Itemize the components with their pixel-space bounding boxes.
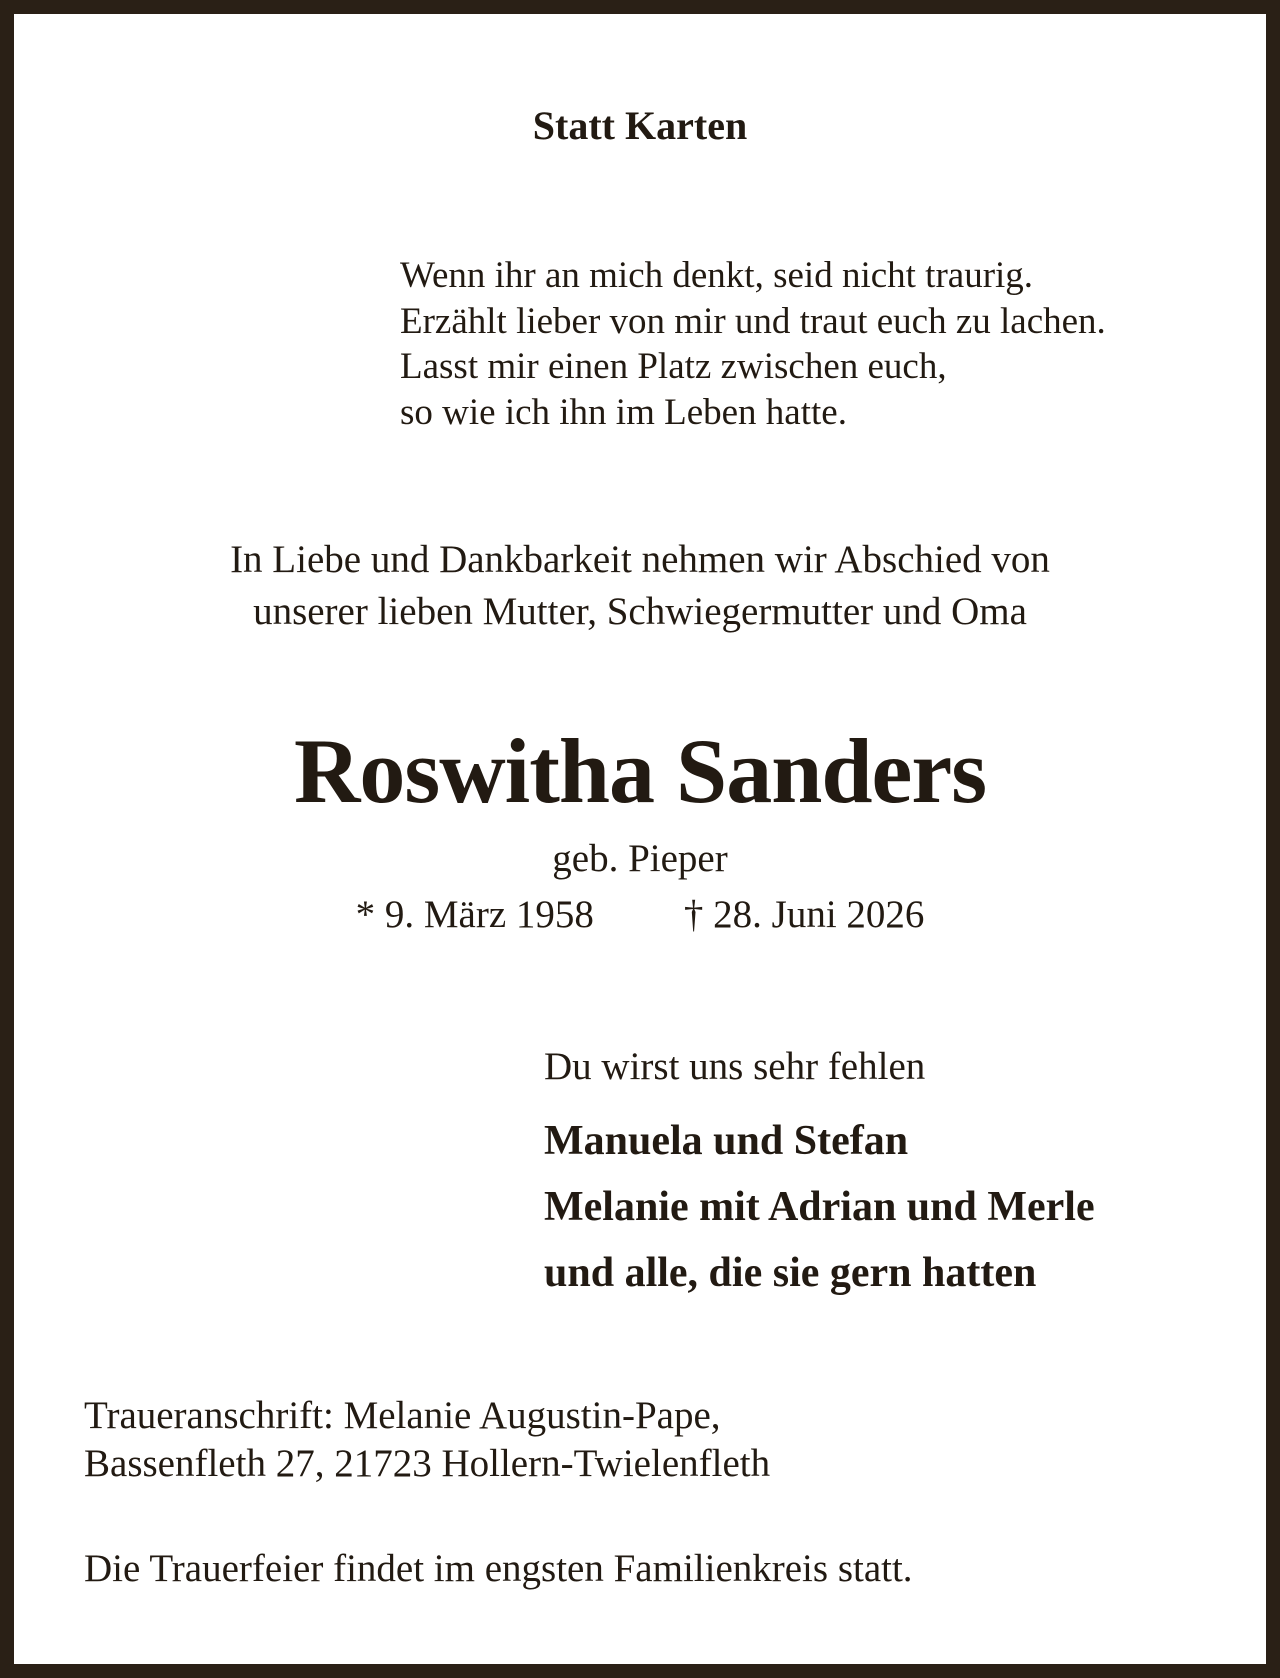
life-dates	[14, 892, 1266, 937]
poem-line: Wenn ihr an mich denkt, seid nicht traurig.	[400, 255, 1034, 296]
poem	[400, 253, 1106, 435]
poem-line: so wie ich ihn im Leben hatte.	[400, 391, 847, 433]
birth-name: geb. Pieper	[552, 837, 728, 880]
address-line: Traueranschrift: Melanie Augustin-Pape,	[84, 1394, 721, 1437]
poem-line: Erzählt lieber von mir und traut euch zu lachen.	[400, 300, 1106, 342]
notice-header: Statt Karten	[532, 103, 748, 148]
deceased-name: Roswitha Sanders	[293, 720, 986, 822]
service-note: Die Trauerfeier findet im engsten Familienkreis statt.	[84, 1547, 913, 1590]
intro-text	[14, 534, 1266, 638]
mourning-address	[84, 1392, 770, 1488]
farewell-text: Du wirst uns sehr fehlen	[544, 1045, 926, 1088]
death-date: † 28. Juni 2026	[683, 893, 925, 936]
poem-line: Lasst mir einen Platz zwischen euch,	[400, 346, 947, 387]
intro-line: In Liebe und Dankbarkeit nehmen wir Abschied von	[230, 538, 1050, 581]
mourners-list	[544, 1108, 1095, 1306]
intro-line: unserer lieben Mutter, Schwiegermutter und Oma	[253, 590, 1027, 633]
mourner-line: und alle, die sie gern hatten	[544, 1250, 1037, 1296]
birth-date: * 9. März 1958	[355, 893, 594, 936]
mourner-line: Manuela und Stefan	[544, 1118, 909, 1164]
address-line: Bassenfleth 27, 21723 Hollern-Twielenfleth	[84, 1442, 771, 1485]
mourner-line: Melanie mit Adrian und Merle	[544, 1184, 1095, 1230]
